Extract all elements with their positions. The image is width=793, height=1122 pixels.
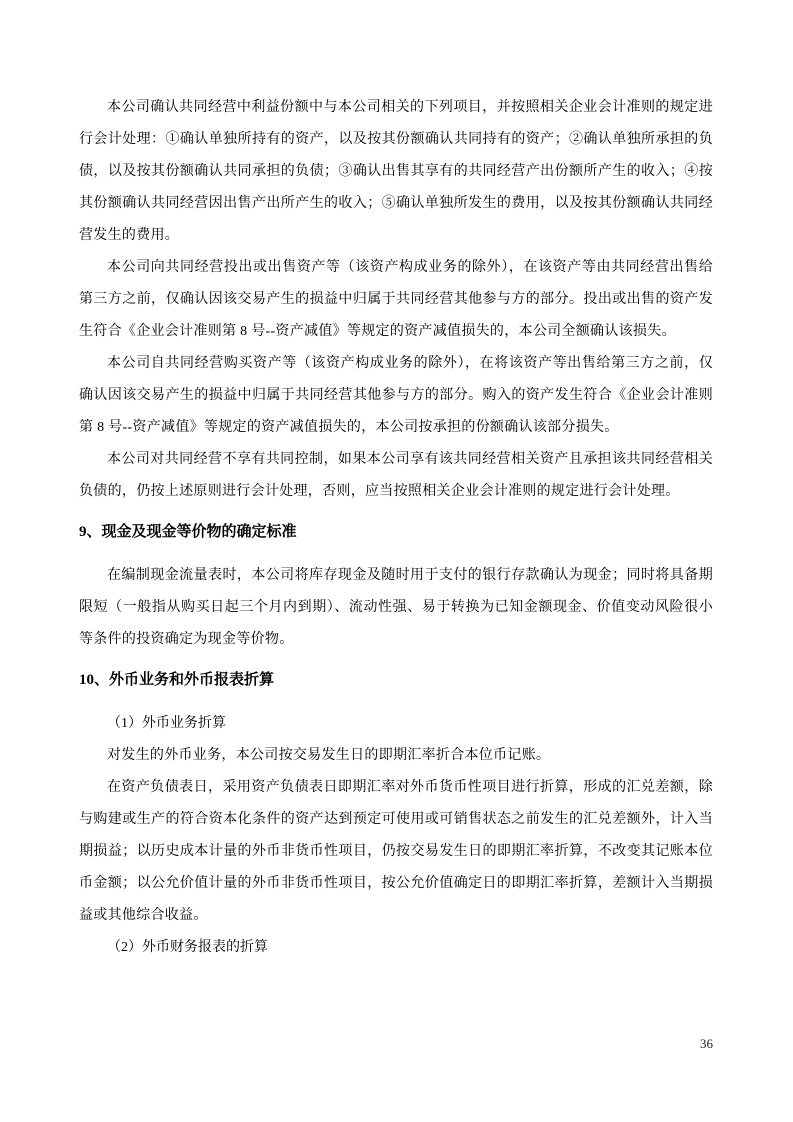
section-heading-9-cash-and-cash-equivalents: 9、现金及现金等价物的确定标准	[79, 524, 297, 540]
paragraph-assets-contributed-to-joint-operation: 本公司向共同经营投出或出售资产等（该资产构成业务的除外），在该资产等由共同经营出售给第三方之前，仅确认因该交易产生的损益中归属于共同经营其他参与方的部分。投出或出售的资产发生符合《企业会计准则第 8 号--资产减值》等规定的资产减值损失的，本公司全额确认该损失。	[79, 260, 713, 339]
subheading-2-foreign-currency-statements-translation: （2）外币财务报表的折算	[107, 940, 268, 955]
paragraph-joint-operation-share-recognition: 本公司确认共同经营中利益份额中与本公司相关的下列项目，并按照相关企业会计准则的规定进行会计处理：①确认单独所持有的资产，以及按其份额确认共同持有的资产；②确认单独所承担的负债，以及按其份额确认共同承担的负债；③确认出售其享有的共同经营产出份额所产生的收入；④按其份额确认共同经营因出售产出所产生的收入；⑤确认单独所发生的费用，以及按其份额确认共同经营发生的费用。	[79, 100, 713, 243]
paragraph-assets-purchased-from-joint-operation: 本公司自共同经营购买资产等（该资产构成业务的除外），在将该资产等出售给第三方之前，仅确认因该交易产生的损益中归属于共同经营其他参与方的部分。购入的资产发生符合《企业会计准则第 8 号--资产减值》等规定的资产减值损失的，本公司按承担的份额确认该部分损失。	[79, 356, 713, 435]
subheading-1-foreign-currency-transactions: （1）外币业务折算	[107, 716, 226, 731]
page-number: 36	[700, 1036, 713, 1051]
paragraph-balance-sheet-date-translation: 在资产负债表日，采用资产负债表日即期汇率对外币货币性项目进行折算，形成的汇兑差额，除与购建或生产的符合资本化条件的资产达到预定可使用或可销售状态之前发生的汇兑差额外，计入当期损益；以历史成本计量的外币非货币性项目，仍按交易发生日的即期汇率折算，不改变其记账本位币金额；以公允价值计量的外币非货币性项目，按公允价值确定日的即期汇率折算，差额计入当期损益或其他综合收益。	[79, 780, 713, 923]
paragraph-cash-equivalents-criteria: 在编制现金流量表时，本公司将库存现金及随时用于支付的银行存款确认为现金；同时将具备期限短（一般指从购买日起三个月内到期）、流动性强、易于转换为已知金额现金、价值变动风险很小等条件的投资确定为现金等价物。	[79, 568, 713, 647]
page-content	[79, 92, 713, 964]
paragraph-no-joint-control: 本公司对共同经营不享有共同控制，如果本公司享有该共同经营相关资产且承担该共同经营相关负债的，仍按上述原则进行会计处理，否则，应当按照相关企业会计准则的规定进行会计处理。	[79, 452, 713, 499]
section-heading-10-foreign-currency: 10、外币业务和外币报表折算	[79, 672, 275, 688]
paragraph-foreign-currency-initial-recognition: 对发生的外币业务，本公司按交易发生日的即期汇率折合本位币记账。	[107, 748, 551, 763]
